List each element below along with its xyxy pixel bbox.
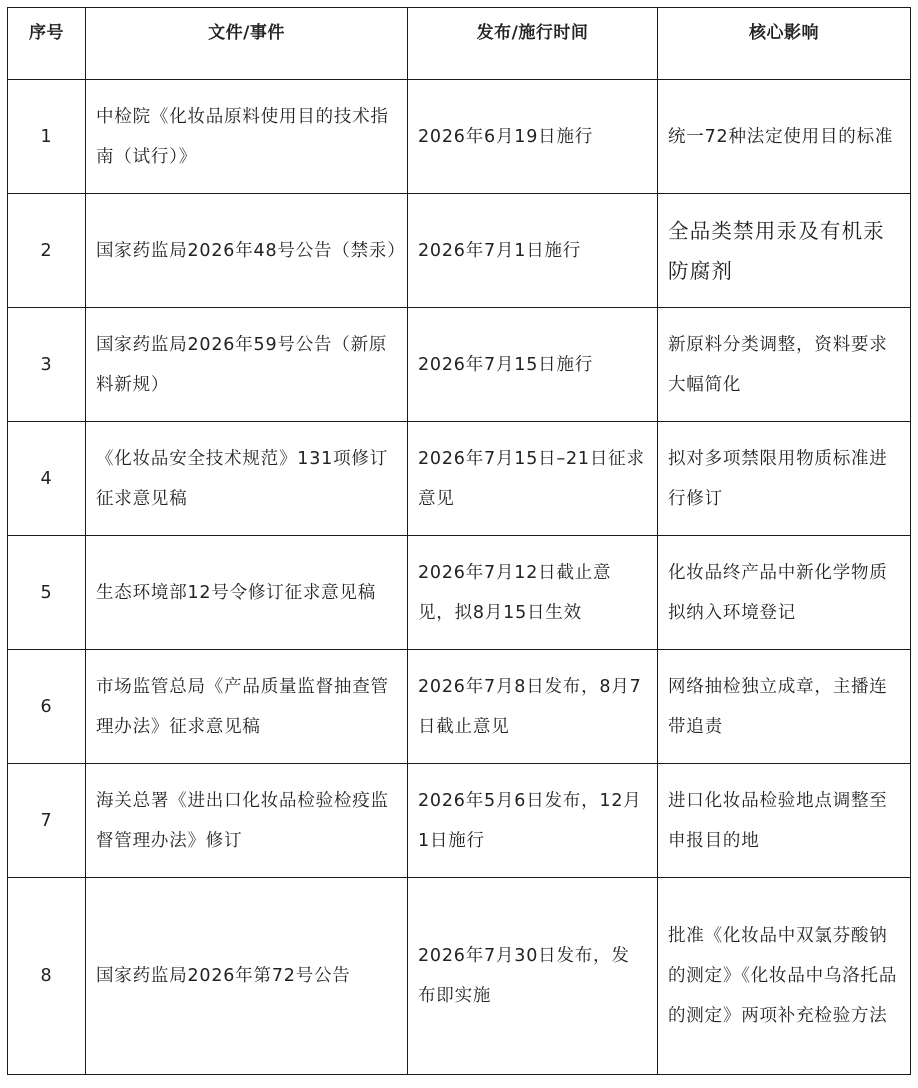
row-time: 2026年7月1日施行 <box>408 194 658 308</box>
table-row <box>8 878 911 1075</box>
regulation-table <box>7 7 911 1075</box>
row-time: 2026年7月30日发布，发布即实施 <box>408 878 658 1075</box>
table-row <box>8 650 911 764</box>
table-row <box>8 194 911 308</box>
table-header-row <box>8 8 911 80</box>
row-impact: 进口化妆品检验地点调整至申报目的地 <box>658 764 911 878</box>
header-file: 文件/事件 <box>86 8 408 80</box>
row-impact: 新原料分类调整，资料要求大幅简化 <box>658 308 911 422</box>
table-row <box>8 80 911 194</box>
row-number: 6 <box>8 650 86 764</box>
row-impact: 全品类禁用汞及有机汞防腐剂 <box>658 194 911 308</box>
row-impact: 化妆品终产品中新化学物质拟纳入环境登记 <box>658 536 911 650</box>
row-number: 8 <box>8 878 86 1075</box>
table-row <box>8 422 911 536</box>
table-row <box>8 536 911 650</box>
row-file: 生态环境部12号令修订征求意见稿 <box>86 536 408 650</box>
row-file: 国家药监局2026年59号公告（新原料新规） <box>86 308 408 422</box>
header-no: 序号 <box>8 8 86 80</box>
row-number: 7 <box>8 764 86 878</box>
row-time: 2026年5月6日发布，12月1日施行 <box>408 764 658 878</box>
row-number: 1 <box>8 80 86 194</box>
header-impact: 核心影响 <box>658 8 911 80</box>
row-number: 2 <box>8 194 86 308</box>
row-file: 国家药监局2026年第72号公告 <box>86 878 408 1075</box>
row-time: 2026年7月15日–21日征求意见 <box>408 422 658 536</box>
row-impact: 网络抽检独立成章，主播连带追责 <box>658 650 911 764</box>
row-impact: 统一72种法定使用目的标准 <box>658 80 911 194</box>
row-number: 5 <box>8 536 86 650</box>
row-number: 4 <box>8 422 86 536</box>
row-file: 国家药监局2026年48号公告（禁汞） <box>86 194 408 308</box>
row-impact: 批准《化妆品中双氯芬酸钠的测定》《化妆品中乌洛托品的测定》两项补充检验方法 <box>658 878 911 1075</box>
table-row <box>8 764 911 878</box>
row-file: 中检院《化妆品原料使用目的技术指南（试行）》 <box>86 80 408 194</box>
table-row <box>8 308 911 422</box>
row-time: 2026年7月8日发布，8月7日截止意见 <box>408 650 658 764</box>
header-time: 发布/施行时间 <box>408 8 658 80</box>
row-number: 3 <box>8 308 86 422</box>
row-time: 2026年7月15日施行 <box>408 308 658 422</box>
row-time: 2026年7月12日截止意见，拟8月15日生效 <box>408 536 658 650</box>
row-file: 海关总署《进出口化妆品检验检疫监督管理办法》修订 <box>86 764 408 878</box>
row-impact: 拟对多项禁限用物质标准进行修订 <box>658 422 911 536</box>
row-time: 2026年6月19日施行 <box>408 80 658 194</box>
row-file: 《化妆品安全技术规范》131项修订征求意见稿 <box>86 422 408 536</box>
row-file: 市场监管总局《产品质量监督抽查管理办法》征求意见稿 <box>86 650 408 764</box>
